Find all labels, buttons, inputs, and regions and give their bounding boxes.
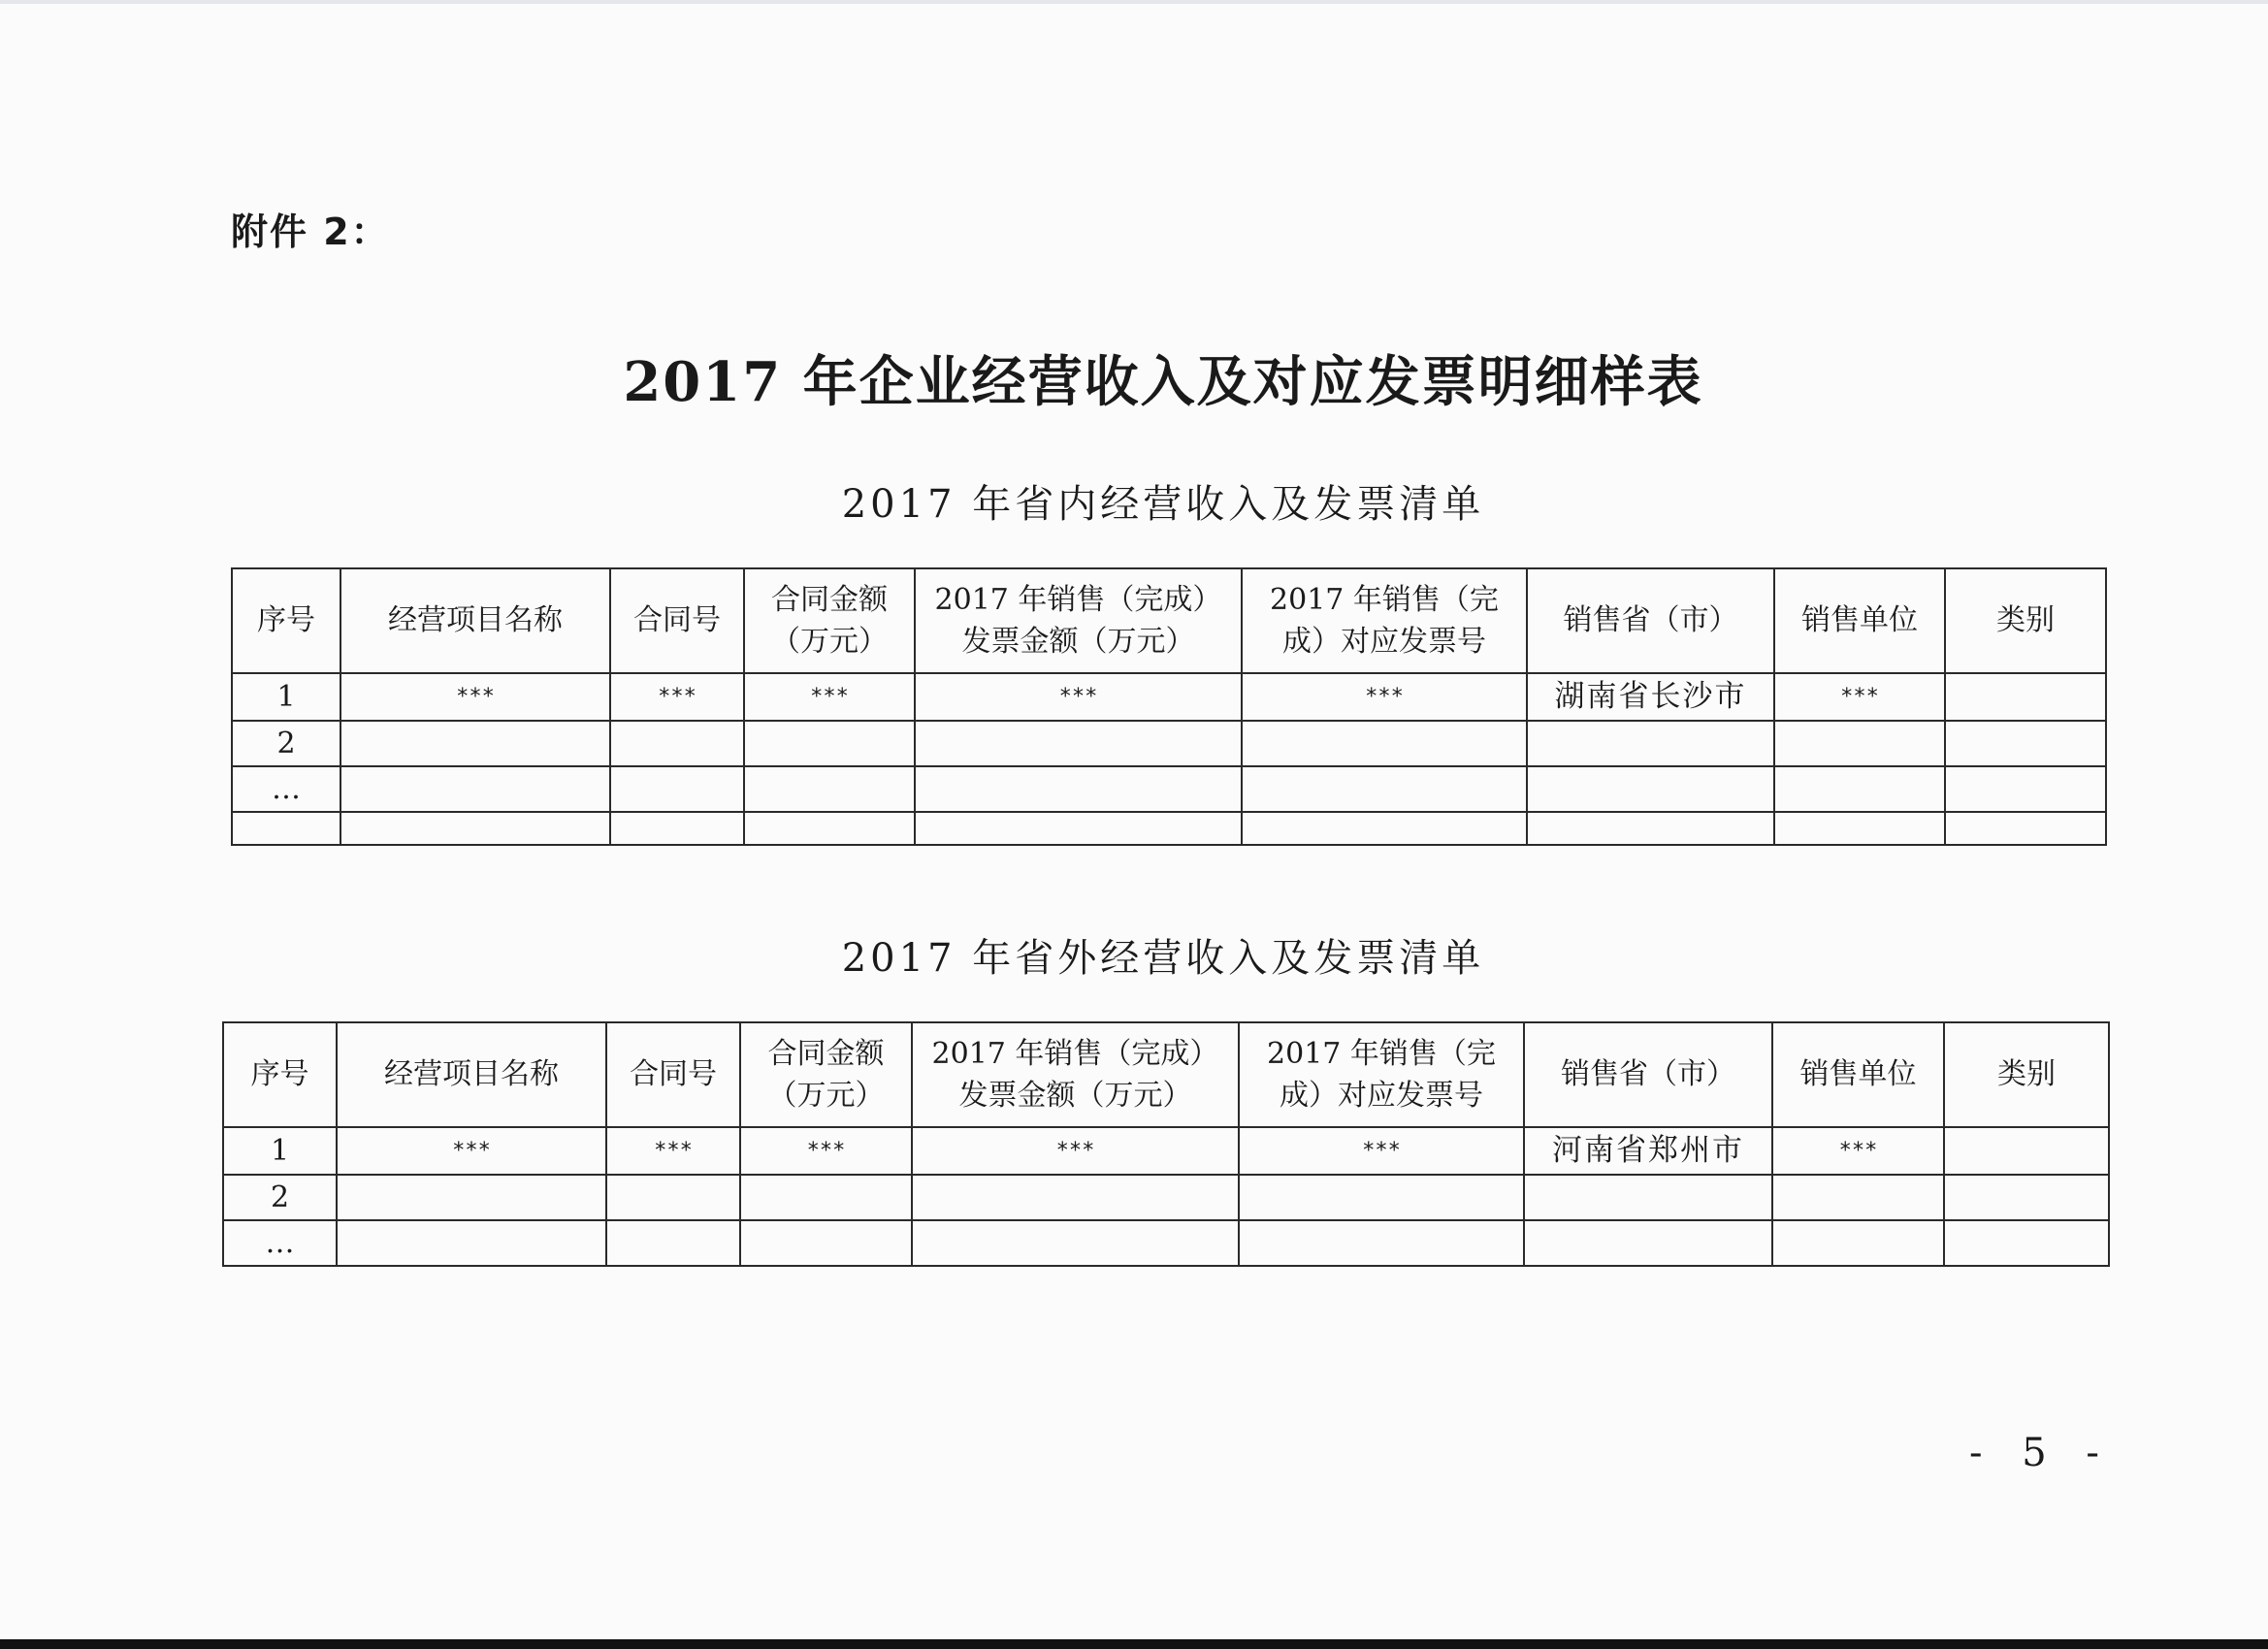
table-cell (1774, 721, 1945, 766)
header-cell: 2017 年销售（完成）发票金额（万元） (915, 568, 1242, 673)
table-cell: *** (1239, 1127, 1524, 1175)
section-title-domestic: 2017 年省内经营收入及发票清单 (841, 482, 1485, 527)
table-cell (610, 812, 744, 845)
table-cell: *** (1772, 1127, 1944, 1175)
table-cell (1527, 812, 1774, 845)
table-cell: 2 (223, 1175, 337, 1220)
table-cell (1242, 812, 1527, 845)
table-header-row (223, 1022, 2109, 1127)
table-cell (1944, 1220, 2109, 1266)
table-cell (1772, 1175, 1944, 1220)
header-cell: 销售省（市） (1524, 1022, 1772, 1127)
table-cell: *** (337, 1127, 606, 1175)
table-cell (1524, 1175, 1772, 1220)
table-cell: *** (912, 1127, 1239, 1175)
table-cell (740, 1220, 912, 1266)
table-cell: 1 (223, 1127, 337, 1175)
table-cell (1242, 721, 1527, 766)
table-row (223, 1175, 2109, 1220)
domestic-income-table (231, 567, 2107, 846)
header-cell: 序号 (232, 568, 340, 673)
page-number: - 5 - (1969, 1431, 2113, 1475)
header-cell: 2017 年销售（完成）对应发票号 (1239, 1022, 1524, 1127)
header-cell: 类别 (1944, 1022, 2109, 1127)
table-cell (1945, 766, 2106, 812)
header-cell: 2017 年销售（完成）发票金额（万元） (912, 1022, 1239, 1127)
table-row (223, 1220, 2109, 1266)
table-cell (915, 721, 1242, 766)
attachment-label: 附件 2： (231, 210, 390, 253)
table-row (232, 766, 2106, 812)
main-title: 2017 年企业经营收入及对应发票明细样表 (623, 350, 1703, 414)
table-cell (610, 721, 744, 766)
table-cell: *** (340, 673, 610, 721)
table-cell (1239, 1220, 1524, 1266)
table-cell: *** (1242, 673, 1527, 721)
header-cell: 销售单位 (1774, 568, 1945, 673)
table-cell (1527, 766, 1774, 812)
table-cell (744, 766, 915, 812)
table-cell: *** (740, 1127, 912, 1175)
table-cell: *** (610, 673, 744, 721)
table-cell (1774, 766, 1945, 812)
table-cell (1944, 1175, 2109, 1220)
table-cell (1239, 1175, 1524, 1220)
scan-edge-top (0, 0, 2268, 4)
table-header-row (232, 568, 2106, 673)
table-cell (1945, 673, 2106, 721)
table-cell (337, 1220, 606, 1266)
table-cell (340, 766, 610, 812)
table-cell (744, 812, 915, 845)
table-cell: *** (915, 673, 1242, 721)
table-cell: 1 (232, 673, 340, 721)
table-cell (912, 1220, 1239, 1266)
section-title-out-of-province: 2017 年省外经营收入及发票清单 (841, 936, 1485, 981)
table-cell (340, 721, 610, 766)
table-cell (744, 721, 915, 766)
table-cell (1527, 721, 1774, 766)
table-cell: *** (744, 673, 915, 721)
table-row (232, 673, 2106, 721)
table-cell (915, 812, 1242, 845)
table-cell (1772, 1220, 1944, 1266)
table-cell (1524, 1220, 1772, 1266)
table-cell (1774, 812, 1945, 845)
table-cell: *** (1774, 673, 1945, 721)
header-cell: 2017 年销售（完成）对应发票号 (1242, 568, 1527, 673)
header-cell: 销售单位 (1772, 1022, 1944, 1127)
table-cell: … (223, 1220, 337, 1266)
header-cell: 合同号 (610, 568, 744, 673)
table-cell: 湖南省长沙市 (1527, 673, 1774, 721)
header-cell: 类别 (1945, 568, 2106, 673)
header-cell: 经营项目名称 (337, 1022, 606, 1127)
out-of-province-income-table (222, 1021, 2110, 1267)
scan-edge-bottom (0, 1639, 2268, 1649)
table-cell (1242, 766, 1527, 812)
header-cell: 合同金额（万元） (744, 568, 915, 673)
table-cell (232, 812, 340, 845)
header-cell: 序号 (223, 1022, 337, 1127)
table-cell: 河南省郑州市 (1524, 1127, 1772, 1175)
header-cell: 合同金额（万元） (740, 1022, 912, 1127)
table-cell: 2 (232, 721, 340, 766)
table-cell (606, 1175, 740, 1220)
header-cell: 销售省（市） (1527, 568, 1774, 673)
table-cell (1944, 1127, 2109, 1175)
table-row (223, 1127, 2109, 1175)
table-cell (1945, 812, 2106, 845)
header-cell: 经营项目名称 (340, 568, 610, 673)
table-cell: … (232, 766, 340, 812)
table-cell: *** (606, 1127, 740, 1175)
table-cell (606, 1220, 740, 1266)
table-cell (337, 1175, 606, 1220)
table-cell (610, 766, 744, 812)
table-cell (740, 1175, 912, 1220)
table-cell (915, 766, 1242, 812)
table-row (232, 812, 2106, 845)
table-row (232, 721, 2106, 766)
table-cell (340, 812, 610, 845)
table-cell (912, 1175, 1239, 1220)
table-cell (1945, 721, 2106, 766)
header-cell: 合同号 (606, 1022, 740, 1127)
